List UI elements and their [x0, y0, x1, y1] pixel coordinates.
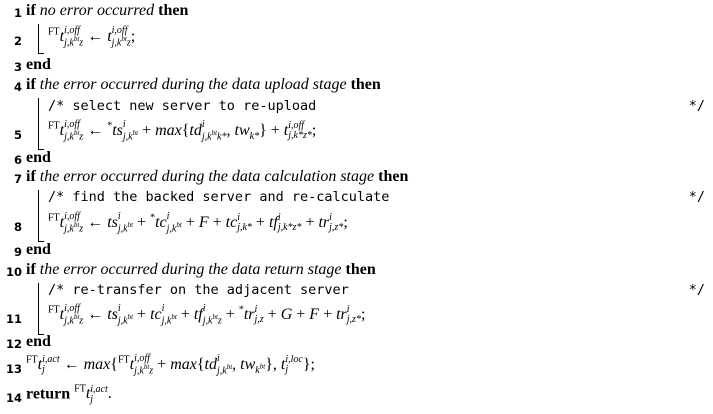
keyword-then: then	[378, 168, 409, 185]
line-number: 10	[6, 265, 23, 279]
keyword-if: if	[26, 261, 36, 278]
line-number: 3	[13, 60, 22, 74]
math-expression: $^{FT}$t i,act j .	[74, 383, 112, 405]
algo-line-7	[0, 168, 713, 190]
algo-line-14	[0, 382, 713, 412]
algo-line-10	[0, 261, 713, 283]
keyword-return: return	[26, 385, 71, 403]
keyword-end: end	[26, 149, 51, 166]
line-number: 14	[6, 391, 23, 405]
line-number: 9	[13, 245, 22, 259]
comment-end: */	[688, 98, 705, 114]
algo-comment-3	[0, 282, 713, 302]
line-number: 13	[6, 362, 23, 376]
keyword-then: then	[345, 261, 376, 278]
condition-text: the error occurred during the data calculation stage	[39, 168, 375, 185]
math-expression: $^{FT}$t i,off $j,k^{bt}z$ ← ts i $j,k^{bt}$ + *tc i $j,k^{bt}$ + F + tc i j,k* + tf i j,k*z* + tr i j,z* ;	[48, 211, 348, 235]
keyword-if: if	[26, 76, 36, 93]
line-number: 11	[6, 312, 23, 326]
line-number: 8	[13, 220, 22, 234]
keyword-end: end	[26, 56, 51, 73]
math-expression: $^{FT}$t i,off $j,k^{bt}z$ ← ts i $j,k^{bt}$ + tc i $j,k^{bt}$ + tf i $j,k^{bt}z$ + *tr i j,z + G + F + tr i j,z* ;	[48, 303, 366, 327]
algo-line-8	[0, 210, 713, 240]
algo-line-2	[0, 24, 713, 54]
algo-line-4	[0, 76, 713, 98]
keyword-end: end	[26, 333, 51, 350]
line-number: 4	[13, 80, 22, 94]
comment-text: /* select new server to re-upload	[48, 98, 317, 114]
math-expression: $^{FT}$t i,off $j,k^{bt}z$ ← t i,off $j,k^{bt}z$ ;	[48, 25, 136, 49]
algo-line-3	[0, 55, 713, 77]
comment-end: */	[688, 282, 705, 298]
keyword-then: then	[350, 76, 381, 93]
comment-text: /* find the backed server and re-calculate	[48, 189, 390, 205]
keyword-end: end	[26, 241, 51, 258]
comment-text: /* re-transfer on the adjacent server	[48, 282, 349, 298]
algo-line-5	[0, 118, 713, 148]
algo-line-9	[0, 240, 713, 262]
line-number: 5	[13, 128, 22, 142]
condition-text: no error occurred	[39, 2, 155, 19]
line-number: 1	[13, 6, 22, 20]
line-number: 2	[13, 34, 22, 48]
algo-line-6	[0, 148, 713, 170]
line-number: 7	[13, 172, 22, 186]
math-expression: $^{FT}$t i,act j ← max{$^{FT}$t i,off $j,k^{bt}z$ + max{td i $j,k^{bt}$ , $tw_{k^{bt}}$}, t i,loc j };	[26, 353, 315, 377]
keyword-then: then	[158, 2, 189, 19]
algo-comment-2	[0, 189, 713, 209]
math-expression: $^{FT}$t i,off $j,k^{bt}z$ ← *ts i $j,k^{bt}$ + max{td i $j,k^{bt}k*$ , $tw_{k*}\} + t$ i,off j,k*z* ;	[48, 119, 317, 143]
algo-line-11	[0, 302, 713, 332]
algo-line-1	[0, 2, 713, 24]
condition-text: the error occurred during the data return stage	[39, 261, 342, 278]
comment-end: */	[688, 189, 705, 205]
algo-line-13	[0, 352, 713, 382]
condition-text: the error occurred during the data upload stage	[39, 76, 347, 93]
algo-comment-1	[0, 98, 713, 118]
line-number: 12	[6, 337, 23, 351]
keyword-if: if	[26, 2, 36, 19]
keyword-if: if	[26, 168, 36, 185]
line-number: 6	[13, 153, 22, 167]
algo-line-12	[0, 332, 713, 354]
